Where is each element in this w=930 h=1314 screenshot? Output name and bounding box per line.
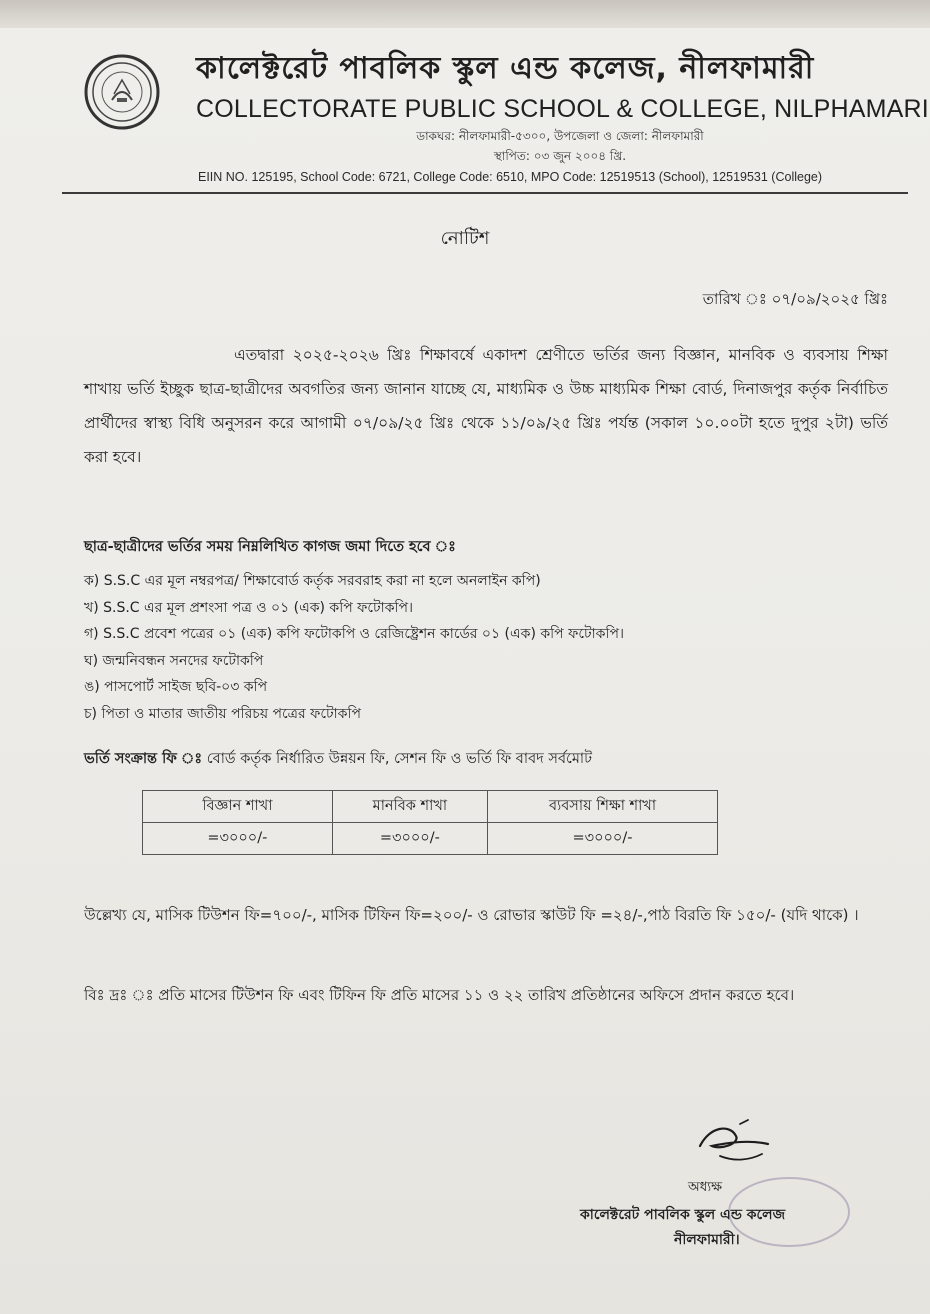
table-header-cell: ব্যবসায় শিক্ষা শাখা [488, 791, 718, 823]
table-row [143, 823, 718, 855]
notice-body: এতদ্বারা ২০২৫-২০২৬ খ্রিঃ শিক্ষাবর্ষে একাদশ শ্রেণীতে ভর্তির জন্য বিজ্ঞান, মানবিক ও ব্যবসায় শিক্ষা শাখায় ভর্তি ইচ্ছুক ছাত্র-ছাত্রীদের অবগতির জন্য জানান যাচ্ছে যে, মাধ্যমিক ও উচ্চ মাধ্যমিক শিক্ষা বোর্ড, দিনাজপুর কর্তৃক নির্বাচিত প্রার্থীদের স্বাস্থ্য বিধি অনুসরন করে আগামী ০৭/০৯/২৫ খ্রিঃ থেকে ১১/০৯/২৫ খ্রিঃ পর্যন্ত (সকাল ১০.০০টা হতে দুপুর ২টা) ভর্তি করা হবে। [84, 346, 888, 466]
documents-list [84, 568, 624, 727]
list-item: গ) S.S.C প্রবেশ পত্রের ০১ (এক) কপি ফটোকপি ও রেজিষ্ট্রেশন কার্ডের ০১ (এক) কপি ফটোকপি। [84, 626, 624, 642]
school-address: ডাকঘর: নীলফামারী-৫৩০০, উপজেলা ও জেলা: নীলফামারী [416, 129, 704, 143]
institution-codes: EIIN NO. 125195, School Code: 6721, College Code: 6510, MPO Code: 12519513 (School), 12519531 (College) [198, 170, 823, 184]
nb-note: বিঃ দ্রঃ ঃ প্রতি মাসের টিউশন ফি এবং টিফিন ফি প্রতি মাসের ১১ ও ২২ তারিখ প্রতিষ্ঠানের অফিসে প্রদান করতে হবে। [84, 986, 795, 1004]
list-item: ঘ) জন্মনিবন্ধন সনদের ফটোকপি [84, 652, 264, 669]
fee-label: ভর্তি সংক্রান্ত ফি ঃ [84, 751, 203, 767]
school-name-english: COLLECTORATE PUBLIC SCHOOL & COLLEGE, NILPHAMARI [196, 95, 929, 123]
school-name-bangla: কালেক্টরেট পাবলিক স্কুল এন্ড কলেজ, নীলফামারী [196, 51, 815, 86]
table-header-cell: মানবিক শাখা [332, 791, 487, 823]
list-item: ঙ) পাসপোর্ট সাইজ ছবি-০৩ কপি [84, 679, 268, 695]
signatory-place: নীলফামারী। [674, 1232, 740, 1248]
table-cell: =৩০০০/- [332, 823, 487, 855]
tuition-note: উল্লেখ্য যে, মাসিক টিউশন ফি=৭০০/-, মাসিক টিফিন ফি=২০০/- ও রোভার স্কাউট ফি =২৪/-,পাঠ বিরতি ফি ১৫০/- (যদি থাকে) । [84, 906, 859, 924]
notice-date: তারিখ ঃ ০৭/০৯/২০২৫ খ্রিঃ [702, 290, 888, 308]
principal-signature [690, 1116, 780, 1174]
page-top-edge [0, 0, 930, 28]
list-item: খ) S.S.C এর মূল প্রশংসা পত্র ও ০১ (এক) কপি ফটোকপি। [84, 599, 414, 616]
list-item: ক) S.S.C এর মূল নম্বরপত্র/ শিক্ষাবোর্ড কর্তৃক সরবরাহ করা না হলে অনলাইন কপি) [84, 573, 541, 589]
table-header-row [143, 791, 718, 823]
table-cell: =৩০০০/- [488, 823, 718, 855]
fee-text: বোর্ড কর্তৃক নির্ধারিত উন্নয়ন ফি, সেশন ফি ও ভর্তি ফি বাবদ সর্বমোট [206, 751, 592, 767]
signatory-institution: কালেক্টরেট পাবলিক স্কুল এন্ড কলেজ [580, 1207, 786, 1223]
established-date: স্থাপিত: ০৩ জুন ২০০৪ খ্রি. [493, 149, 627, 163]
documents-heading: ছাত্র-ছাত্রীদের ভর্তির সময় নিম্নলিখিত কাগজ জমা দিতে হবে ঃ [84, 539, 456, 555]
table-cell: =৩০০০/- [143, 823, 333, 855]
header-divider [62, 192, 908, 194]
fee-table [142, 790, 718, 855]
list-item: চ) পিতা ও মাতার জাতীয় পরিচয় পত্রের ফটোকপি [84, 705, 361, 722]
fee-description [84, 748, 592, 772]
school-logo-icon [84, 54, 160, 130]
signatory-role: অধ্যক্ষ [688, 1179, 723, 1195]
notice-title: নোটিশ [440, 228, 490, 249]
table-header-cell: বিজ্ঞান শাখা [143, 791, 333, 823]
